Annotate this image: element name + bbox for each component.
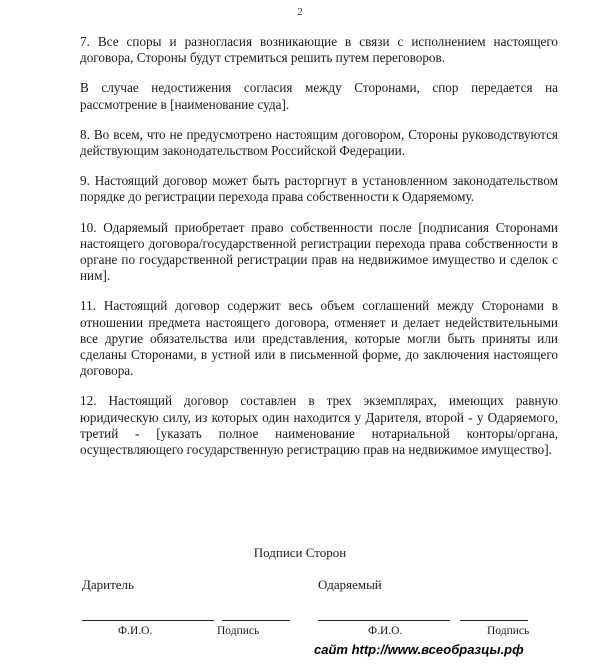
- site-watermark: сайт http://www.всеобразцы.рф: [314, 642, 524, 657]
- clause-11: 11. Настоящий договор содержит весь объем соглашений между Сторонами в отношении предмета настоящего договора, отменяет и делает недействительными все другие обязательства или представления, которые могли быть приняты или сделаны Сторонами, в устной или в письменной форме, до заключения настоящего договора.: [80, 298, 558, 379]
- clause-8: 8. Во всем, что не предусмотрено настоящим договором, Стороны руководствуются действующим законодательством Российской Федерации.: [80, 126, 558, 159]
- clause-7: 7. Все споры и разногласия возникающие в связи с исполнением настоящего договора, Стороны будут стремиться решить путем переговоров.: [80, 34, 558, 66]
- contract-body: [80, 34, 558, 472]
- recipient-label: Одаряемый: [318, 577, 382, 592]
- donor-name-caption: Ф.И.О.: [118, 625, 153, 637]
- page-number: 2: [297, 6, 303, 18]
- recipient-signature-line: [460, 620, 528, 621]
- recipient-name-line: [318, 620, 450, 621]
- clause-10: 10. Одаряемый приобретает право собственности после [подписания Сторонами настоящего договора/государственной регистрации перехода права собственности в органе по государственной регистрации прав на недвижимое имущество и сделок с ним].: [80, 219, 558, 284]
- donor-signature-line: [222, 620, 290, 621]
- donor-name-line: [82, 620, 214, 621]
- signatures-title: Подписи Сторон: [253, 545, 347, 560]
- donor-signature-caption: Подпись: [217, 625, 260, 637]
- clause-12: 12. Настоящий договор составлен в трех экземплярах, имеющих равную юридическую силу, из которых один находится у Дарителя, второй - у Одаряемого, третий - [указать полное наименование нотариальной конторы/органа, осуществляющего государственную регистрацию прав на недвижимое имущество].: [80, 393, 558, 458]
- clause-9: 9. Настоящий договор может быть расторгнут в установленном законодательством порядке до регистрации перехода права собственности к Одаряемому.: [80, 173, 558, 205]
- recipient-signature-caption: Подпись: [487, 625, 530, 637]
- clause-7-court: В случае недостижения согласия между Сторонами, спор передается на рассмотрение в [наименование суда].: [80, 80, 558, 112]
- recipient-name-caption: Ф.И.О.: [368, 625, 403, 637]
- donor-label: Даритель: [82, 577, 134, 592]
